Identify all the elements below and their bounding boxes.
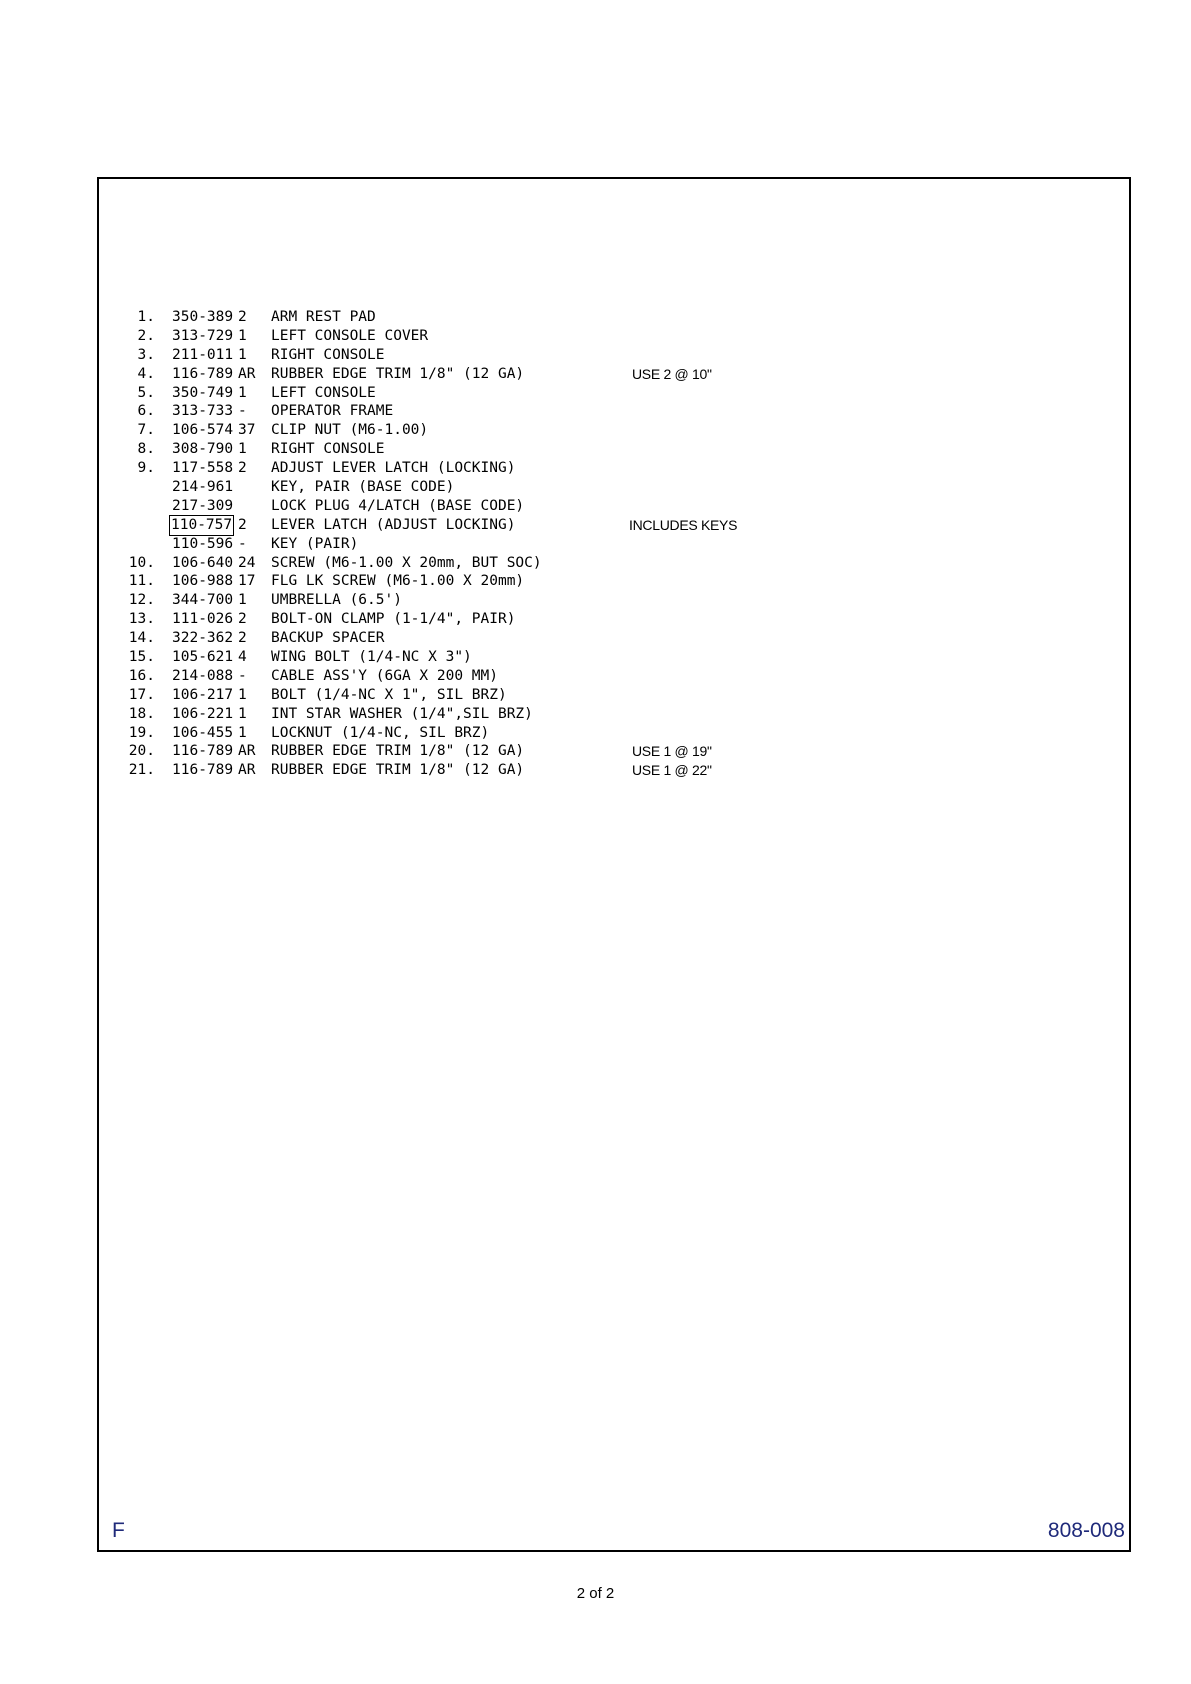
description: WING BOLT (1/4-NC X 3") xyxy=(271,649,472,666)
part-number: 308-790 xyxy=(172,441,234,458)
description: LEFT CONSOLE xyxy=(271,384,376,401)
item-number: 4. xyxy=(137,365,155,382)
note: USE 1 @ 19" xyxy=(632,743,712,760)
item-number: 17. xyxy=(128,686,155,703)
description: LEVER LATCH (ADJUST LOCKING) xyxy=(271,516,516,533)
quantity: 1 xyxy=(238,705,247,722)
description: BOLT-ON CLAMP (1-1/4", PAIR) xyxy=(271,611,516,628)
description: BACKUP SPACER xyxy=(271,630,385,647)
description: LOCKNUT (1/4-NC, SIL BRZ) xyxy=(271,724,490,741)
part-number: 217-309 xyxy=(172,497,234,514)
quantity: - xyxy=(238,667,247,684)
item-number: 11. xyxy=(128,573,155,590)
description: INT STAR WASHER (1/4",SIL BRZ) xyxy=(271,705,533,722)
description: LEFT CONSOLE COVER xyxy=(271,327,429,344)
part-number: 111-026 xyxy=(172,611,234,628)
part-number: 106-574 xyxy=(172,422,234,439)
part-number: 322-362 xyxy=(172,630,234,647)
part-number: 313-733 xyxy=(172,403,234,420)
document-number: 808-008 xyxy=(1047,1519,1125,1542)
quantity: 4 xyxy=(238,649,247,666)
quantity: 1 xyxy=(238,441,247,458)
part-number: 116-789 xyxy=(172,743,234,760)
quantity: 2 xyxy=(238,516,247,533)
item-number: 3. xyxy=(137,346,155,363)
item-number: 6. xyxy=(137,403,155,420)
part-number: 116-789 xyxy=(172,365,234,382)
item-number: 2. xyxy=(137,327,155,344)
part-number: 106-221 xyxy=(172,705,234,722)
part-number: 350-749 xyxy=(172,384,234,401)
part-number: 214-961 xyxy=(172,479,234,496)
description: FLG LK SCREW (M6-1.00 X 20mm) xyxy=(271,573,525,590)
part-number: 117-558 xyxy=(172,460,234,477)
description: RIGHT CONSOLE xyxy=(271,346,385,363)
quantity: AR xyxy=(238,762,256,779)
part-number: 350-389 xyxy=(172,309,234,325)
description: CLIP NUT (M6-1.00) xyxy=(271,422,429,439)
quantity: 17 xyxy=(238,573,256,590)
part-number: 211-011 xyxy=(172,346,234,363)
item-number: 16. xyxy=(128,667,155,684)
part-number: 110-757 xyxy=(171,516,233,533)
quantity: 1 xyxy=(238,724,247,741)
quantity: 1 xyxy=(238,384,247,401)
item-number: 12. xyxy=(128,592,155,609)
note: USE 2 @ 10" xyxy=(632,365,712,382)
quantity: AR xyxy=(238,743,256,760)
part-number: 106-988 xyxy=(172,573,234,590)
part-number: 110-596 xyxy=(172,535,234,552)
description: RUBBER EDGE TRIM 1/8" (12 GA) xyxy=(271,365,525,382)
page-number: 2 of 2 xyxy=(576,1585,615,1602)
description: BOLT (1/4-NC X 1", SIL BRZ) xyxy=(271,686,507,703)
part-number: 105-621 xyxy=(172,649,234,666)
quantity: - xyxy=(238,535,247,552)
item-number: 5. xyxy=(137,384,155,401)
quantity: AR xyxy=(238,365,256,382)
description: CABLE ASS'Y (6GA X 200 MM) xyxy=(271,667,498,684)
item-number: 9. xyxy=(137,460,155,477)
item-number: 19. xyxy=(128,724,155,741)
item-number: 20. xyxy=(128,743,155,760)
item-number: 8. xyxy=(137,441,155,458)
description: RIGHT CONSOLE xyxy=(271,441,385,458)
revision-letter: F xyxy=(112,1519,125,1542)
part-number: 116-789 xyxy=(172,762,234,779)
quantity: 1 xyxy=(238,592,247,609)
part-number: 214-088 xyxy=(172,667,234,684)
note: USE 1 @ 22" xyxy=(632,762,712,779)
part-number: 106-217 xyxy=(172,686,234,703)
item-number: 13. xyxy=(128,611,155,628)
description: SCREW (M6-1.00 X 20mm, BUT SOC) xyxy=(271,554,542,571)
part-number: 106-455 xyxy=(172,724,234,741)
part-number: 344-700 xyxy=(172,592,234,609)
quantity: 1 xyxy=(238,346,247,363)
item-number: 10. xyxy=(128,554,155,571)
description: KEY, PAIR (BASE CODE) xyxy=(271,479,455,496)
description: UMBRELLA (6.5') xyxy=(271,592,402,609)
quantity: 24 xyxy=(238,554,256,571)
description: ARM REST PAD xyxy=(271,309,376,325)
part-number: 106-640 xyxy=(172,554,234,571)
item-number: 7. xyxy=(137,422,155,439)
item-number: 14. xyxy=(128,630,155,647)
quantity: - xyxy=(238,403,247,420)
item-number: 15. xyxy=(128,649,155,666)
description: KEY (PAIR) xyxy=(271,535,359,552)
description: ADJUST LEVER LATCH (LOCKING) xyxy=(271,460,516,477)
quantity: 2 xyxy=(238,460,247,477)
quantity: 2 xyxy=(238,630,247,647)
item-number: 1. xyxy=(137,309,155,325)
quantity: 2 xyxy=(238,611,247,628)
description: LOCK PLUG 4/LATCH (BASE CODE) xyxy=(271,497,525,514)
item-number: 18. xyxy=(128,705,155,722)
quantity: 2 xyxy=(238,309,247,325)
note: INCLUDES KEYS xyxy=(629,516,738,533)
quantity: 1 xyxy=(238,686,247,703)
description: OPERATOR FRAME xyxy=(271,403,394,420)
item-number: 21. xyxy=(128,762,155,779)
quantity: 37 xyxy=(238,422,256,439)
part-number: 313-729 xyxy=(172,327,234,344)
description: RUBBER EDGE TRIM 1/8" (12 GA) xyxy=(271,743,525,760)
quantity: 1 xyxy=(238,327,247,344)
description: RUBBER EDGE TRIM 1/8" (12 GA) xyxy=(271,762,525,779)
